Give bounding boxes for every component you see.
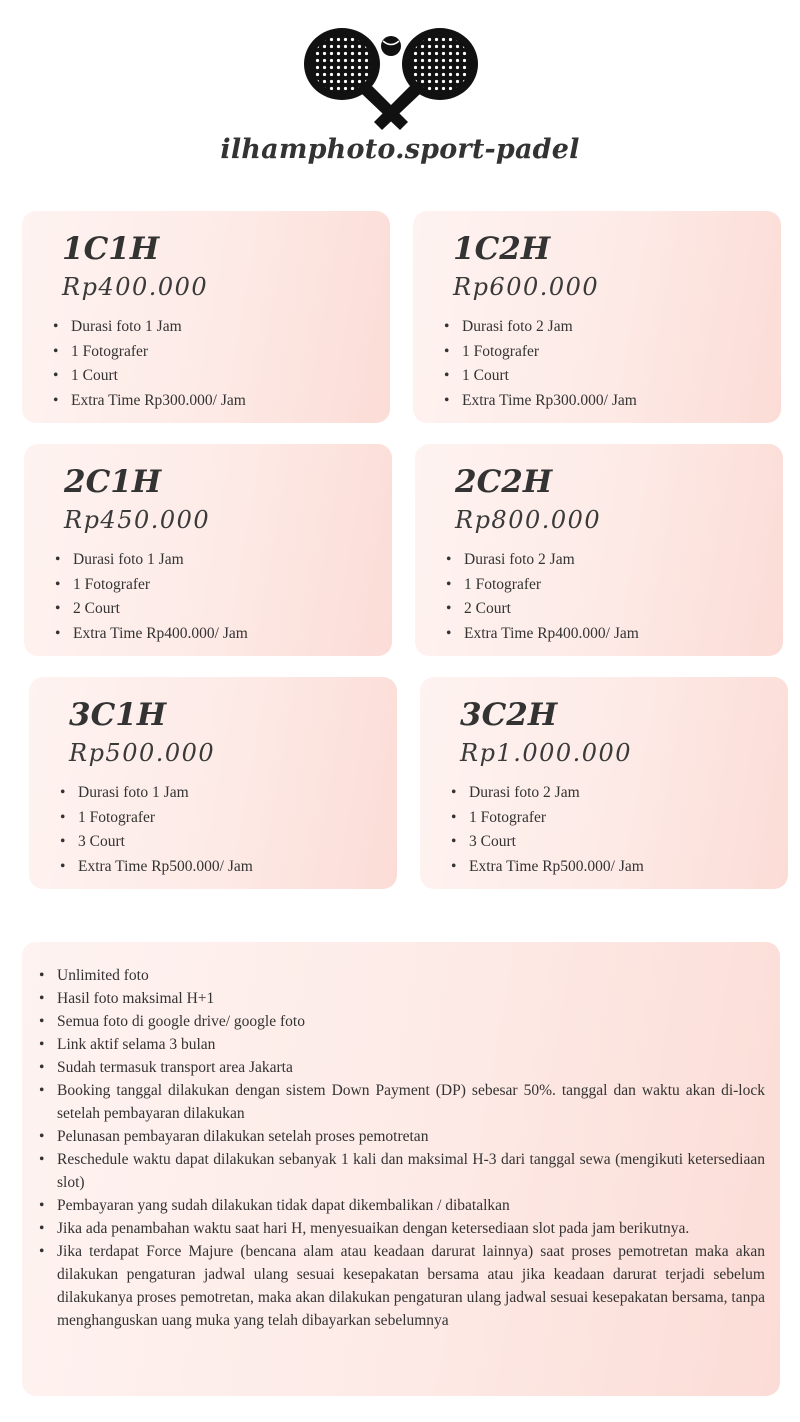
terms-item: • Pembayaran yang sudah dilakukan tidak dapat dikembalikan / dibatalkan (39, 1194, 765, 1217)
terms-item: • Semua foto di google drive/ google foto (39, 1010, 765, 1033)
feature-item: • Extra Time Rp300.000/ Jam (53, 389, 246, 414)
feature-item: • 1 Fotografer (446, 573, 639, 598)
package-code: 1C1H (62, 231, 160, 267)
feature-item: • Extra Time Rp400.000/ Jam (55, 622, 248, 647)
package-features (55, 548, 248, 646)
feature-item: • Durasi foto 2 Jam (451, 781, 644, 806)
package-features (60, 781, 253, 879)
package-features (444, 315, 637, 413)
package-card (22, 211, 390, 423)
terms-item: • Jika terdapat Force Majure (bencana alam atau keadaan darurat lainnya) saat proses pemotretan maka akan dilakukan pengaturan jadwal ulang sesuai kesepakatan bersama atau jika keadaan darurat terjadi sebelum dilakukanya proses pemotretan, maka akan dilakukan pengaturan ulang jadwal sesuai kesepakatan bersama, tanpa menghanguskan uang muka yang telah dibayarkan sebelumnya (39, 1240, 765, 1332)
feature-item: • 1 Court (444, 364, 637, 389)
terms-panel (22, 942, 780, 1396)
package-features (451, 781, 644, 879)
feature-item: • 1 Fotografer (55, 573, 248, 598)
package-price: Rp800.000 (455, 506, 602, 534)
package-features (53, 315, 246, 413)
terms-item: • Link aktif selama 3 bulan (39, 1033, 765, 1056)
feature-item: • Extra Time Rp400.000/ Jam (446, 622, 639, 647)
package-price: Rp600.000 (453, 273, 600, 301)
terms-item: • Hasil foto maksimal H+1 (39, 987, 765, 1010)
terms-item: • Jika ada penambahan waktu saat hari H, menyesuaikan dengan ketersediaan slot pada jam berikutnya. (39, 1217, 765, 1240)
package-price: Rp500.000 (69, 739, 216, 767)
terms-item: • Booking tanggal dilakukan dengan sistem Down Payment (DP) sebesar 50%. tanggal dan waktu akan di-lock setelah pembayaran dilakukan (39, 1079, 765, 1125)
feature-item: • 1 Fotografer (451, 806, 644, 831)
package-card (413, 211, 781, 423)
feature-item: • 3 Court (60, 830, 253, 855)
padel-rackets-logo-icon (300, 22, 484, 138)
package-card (420, 677, 788, 889)
package-code: 3C1H (69, 697, 167, 733)
package-code: 2C2H (455, 464, 553, 500)
feature-item: • Durasi foto 2 Jam (444, 315, 637, 340)
package-code: 2C1H (64, 464, 162, 500)
terms-list (39, 964, 765, 1332)
feature-item: • 1 Fotografer (53, 340, 246, 365)
feature-item: • Durasi foto 2 Jam (446, 548, 639, 573)
package-code: 1C2H (453, 231, 551, 267)
feature-item: • 1 Court (53, 364, 246, 389)
package-price: Rp1.000.000 (460, 739, 633, 767)
terms-item: • Pelunasan pembayaran dilakukan setelah proses pemotretan (39, 1125, 765, 1148)
package-price: Rp400.000 (62, 273, 209, 301)
terms-item: • Unlimited foto (39, 964, 765, 987)
package-price: Rp450.000 (64, 506, 211, 534)
feature-item: • Extra Time Rp500.000/ Jam (60, 855, 253, 880)
feature-item: • 2 Court (446, 597, 639, 622)
feature-item: • Durasi foto 1 Jam (60, 781, 253, 806)
feature-item: • Extra Time Rp300.000/ Jam (444, 389, 637, 414)
package-card (415, 444, 783, 656)
feature-item: • 1 Fotografer (444, 340, 637, 365)
terms-item: • Reschedule waktu dapat dilakukan sebanyak 1 kali dan maksimal H-3 dari tanggal sewa (mengikuti ketersediaan slot) (39, 1148, 765, 1194)
feature-item: • Extra Time Rp500.000/ Jam (451, 855, 644, 880)
brand-name: ilhamphoto.sport-padel (220, 134, 580, 165)
terms-item: • Sudah termasuk transport area Jakarta (39, 1056, 765, 1079)
package-code: 3C2H (460, 697, 558, 733)
feature-item: • 2 Court (55, 597, 248, 622)
feature-item: • 1 Fotografer (60, 806, 253, 831)
package-card (29, 677, 397, 889)
feature-item: • Durasi foto 1 Jam (53, 315, 246, 340)
feature-item: • 3 Court (451, 830, 644, 855)
package-card (24, 444, 392, 656)
package-features (446, 548, 639, 646)
feature-item: • Durasi foto 1 Jam (55, 548, 248, 573)
